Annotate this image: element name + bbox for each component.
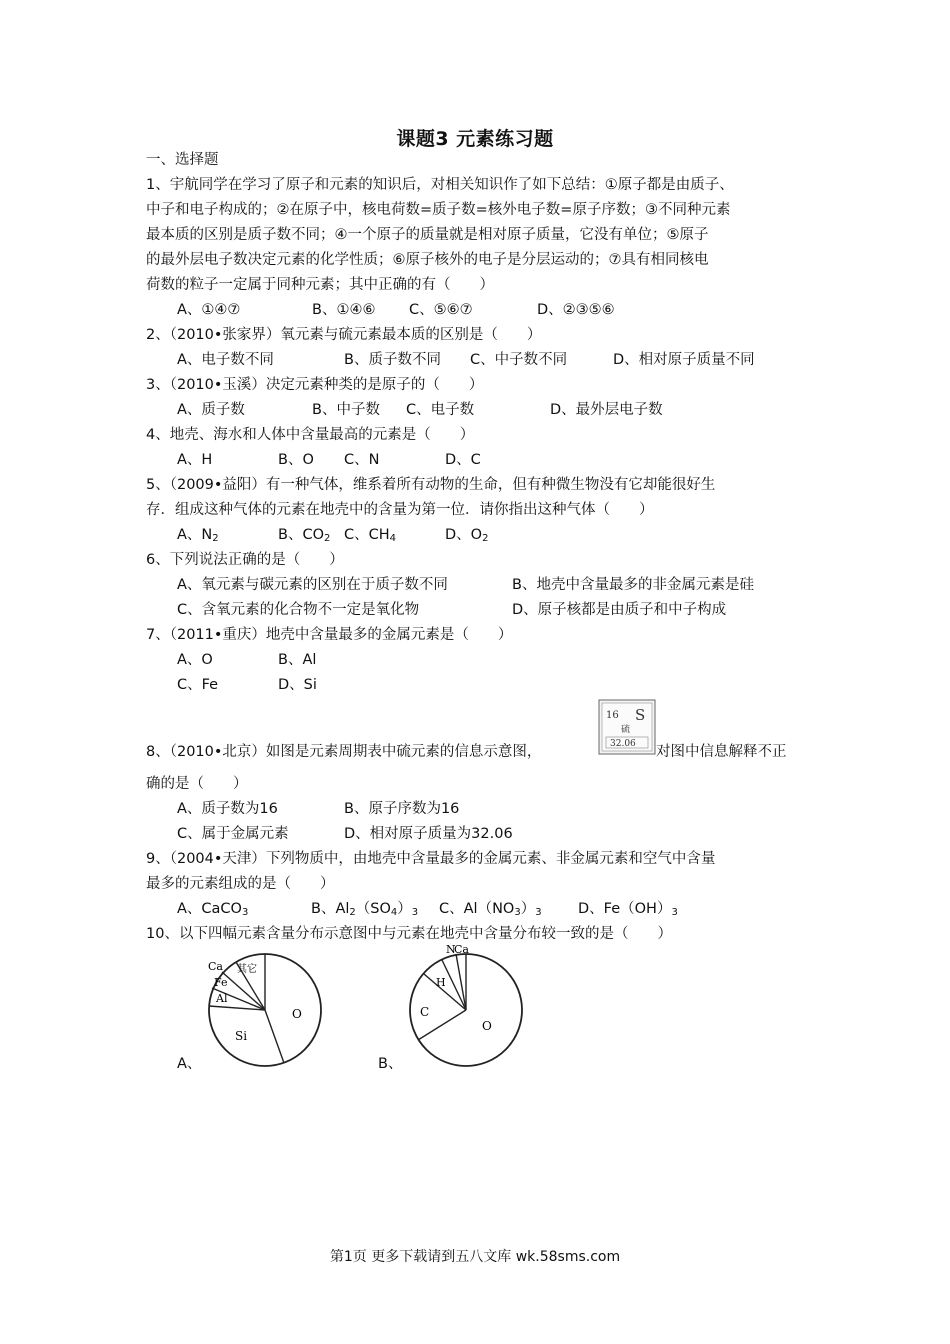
q9-line-1: 9、（2004•天津）下列物质中，由地壳中含量最多的金属元素、非金属元素和空气中含量 [146, 851, 716, 867]
q5-option-a: A、$N_2$ [177, 527, 219, 544]
q9-option-c: C、$Al(NO_3)_3$ [439, 901, 542, 918]
q4-option-d: D、C [445, 452, 481, 468]
page-title: 课题3 元素练习题 [396, 128, 554, 150]
q3-option-b: B、中子数 [312, 402, 380, 418]
section-heading: 一、选择题 [146, 152, 219, 168]
pie-b-label-h: H [436, 976, 446, 989]
q3-option-c: C、电子数 [406, 402, 475, 418]
q8-stem-part-2: 对图中信息解释不正 [656, 744, 787, 760]
q1-line-1: 1、宇航同学在学习了原子和元素的知识后，对相关知识作了如下总结：①原子都是由质子、 [146, 177, 734, 193]
q1-line-4: 的最外层电子数决定元素的化学性质；⑥原子核外的电子是分层运动的；⑦具有相同核电 [146, 252, 709, 268]
q1-line-2: 中子和电子构成的；②在原子中，核电荷数=质子数=核外电子数=原子序数；③不同种元素 [146, 202, 731, 218]
q5-option-d: D、$O_2$ [445, 527, 489, 544]
card-element-name: 硫 [621, 725, 631, 735]
pie-a-label-other: 其它 [237, 964, 257, 975]
pie-a-label-si: Si [235, 1029, 248, 1043]
q2-option-a: A、电子数不同 [177, 352, 274, 368]
pie-b-divider [456, 954, 466, 1010]
q5-line-2: 存．组成这种气体的元素在地壳中的含量为第一位．请你指出这种气体（ ） [146, 502, 654, 518]
q5-option-b: B、$CO_2$ [278, 527, 331, 544]
q4-option-c: C、N [344, 452, 380, 468]
pie-chart-a [200, 948, 330, 1068]
pie-a-divider [265, 1010, 284, 1063]
pie-b-label-c: C [420, 1005, 430, 1019]
q1-line-5: 荷数的粒子一定属于同种元素；其中正确的有（ ） [146, 277, 494, 293]
q7-option-d: D、Si [278, 677, 317, 693]
q2-option-b: B、质子数不同 [344, 352, 441, 368]
q4-stem: 4、地壳、海水和人体中含量最高的元素是（ ） [146, 427, 475, 443]
q9-option-d: D、$Fe(OH)_3$ [578, 901, 678, 918]
pie-b-caption: B、 [378, 1056, 403, 1072]
q2-stem: 2、（2010•张家界）氧元素与硫元素最本质的区别是（ ） [146, 327, 542, 343]
pie-a-label-fe: Fe [214, 976, 228, 989]
q5-line-1: 5、（2009•益阳）有一种气体，维系着所有动物的生命，但有种微生物没有它却能很好生 [146, 477, 716, 493]
q9-option-a: A、CaCO$_3$ [177, 901, 249, 918]
card-atomic-number: 16 [606, 710, 619, 721]
q1-option-b: B、①④⑥ [312, 302, 376, 318]
q9-option-b: B、$Al_2(SO_4)_3$ [311, 901, 419, 918]
q7-option-b: B、Al [278, 652, 317, 668]
q7-option-c: C、Fe [177, 677, 219, 693]
page-footer: 第1页 更多下载请到五八文库 wk.58sms.com [329, 1249, 621, 1265]
pie-chart-b [402, 940, 532, 1068]
q1-option-c: C、⑤⑥⑦ [409, 302, 473, 318]
q5-option-c: C、$CH_4$ [344, 527, 397, 544]
q8-stem-line-2: 确的是（ ） [146, 776, 248, 792]
pie-a-label-ca: Ca [208, 960, 223, 973]
q3-stem: 3、（2010•玉溪）决定元素种类的是原子的（ ） [146, 377, 484, 393]
q3-option-a: A、质子数 [177, 402, 245, 418]
q1-line-3: 最本质的区别是质子数不同；④一个原子的质量就是相对原子质量，它没有单位；⑤原子 [146, 227, 709, 243]
q8-option-b: B、原子序数为16 [344, 801, 460, 817]
q8-option-d: D、相对原子质量为32.06 [344, 826, 513, 842]
pie-a-label-o: O [292, 1007, 302, 1021]
q8-option-a: A、质子数为16 [177, 801, 278, 817]
pie-b-divider [442, 960, 466, 1010]
q2-option-d: D、相对原子质量不同 [613, 352, 755, 368]
q4-option-b: B、O [278, 452, 314, 468]
q4-option-a: A、H [177, 452, 213, 468]
q8-option-c: C、属于金属元素 [177, 826, 289, 842]
q1-option-a: A、①④⑦ [177, 302, 241, 318]
card-atomic-mass: 32.06 [610, 739, 636, 749]
sulfur-element-card [598, 699, 656, 755]
q6-option-a: A、氧元素与碳元素的区别在于质子数不同 [177, 577, 448, 593]
pie-b-label-n: N [446, 943, 456, 956]
q10-stem: 10、以下四幅元素含量分布示意图中与元素在地壳中含量分布较一致的是（ ） [146, 926, 672, 942]
pie-a-divider [222, 972, 265, 1010]
q1-option-d: D、②③⑤⑥ [537, 302, 615, 318]
q2-option-c: C、中子数不同 [470, 352, 568, 368]
q8-stem-part-1: 8、（2010•北京）如图是元素周期表中硫元素的信息示意图， [146, 744, 542, 760]
q6-option-c: C、含氧元素的化合物不一定是氧化物 [177, 602, 420, 618]
pie-a-label-al: Al [216, 992, 228, 1005]
pie-b-label-ca: Ca [454, 943, 469, 956]
q6-option-d: D、原子核都是由质子和中子构成 [512, 602, 727, 618]
q7-stem: 7、（2011•重庆）地壳中含量最多的金属元素是（ ） [146, 627, 513, 643]
q9-line-2: 最多的元素组成的是（ ） [146, 876, 335, 892]
q3-option-d: D、最外层电子数 [550, 402, 663, 418]
q6-stem: 6、下列说法正确的是（ ） [146, 552, 344, 568]
card-symbol: S [635, 706, 646, 724]
pie-a-caption: A、 [177, 1056, 202, 1072]
q7-option-a: A、O [177, 652, 213, 668]
pie-b-label-o: O [482, 1019, 492, 1033]
q6-option-b: B、地壳中含量最多的非金属元素是硅 [512, 577, 754, 593]
